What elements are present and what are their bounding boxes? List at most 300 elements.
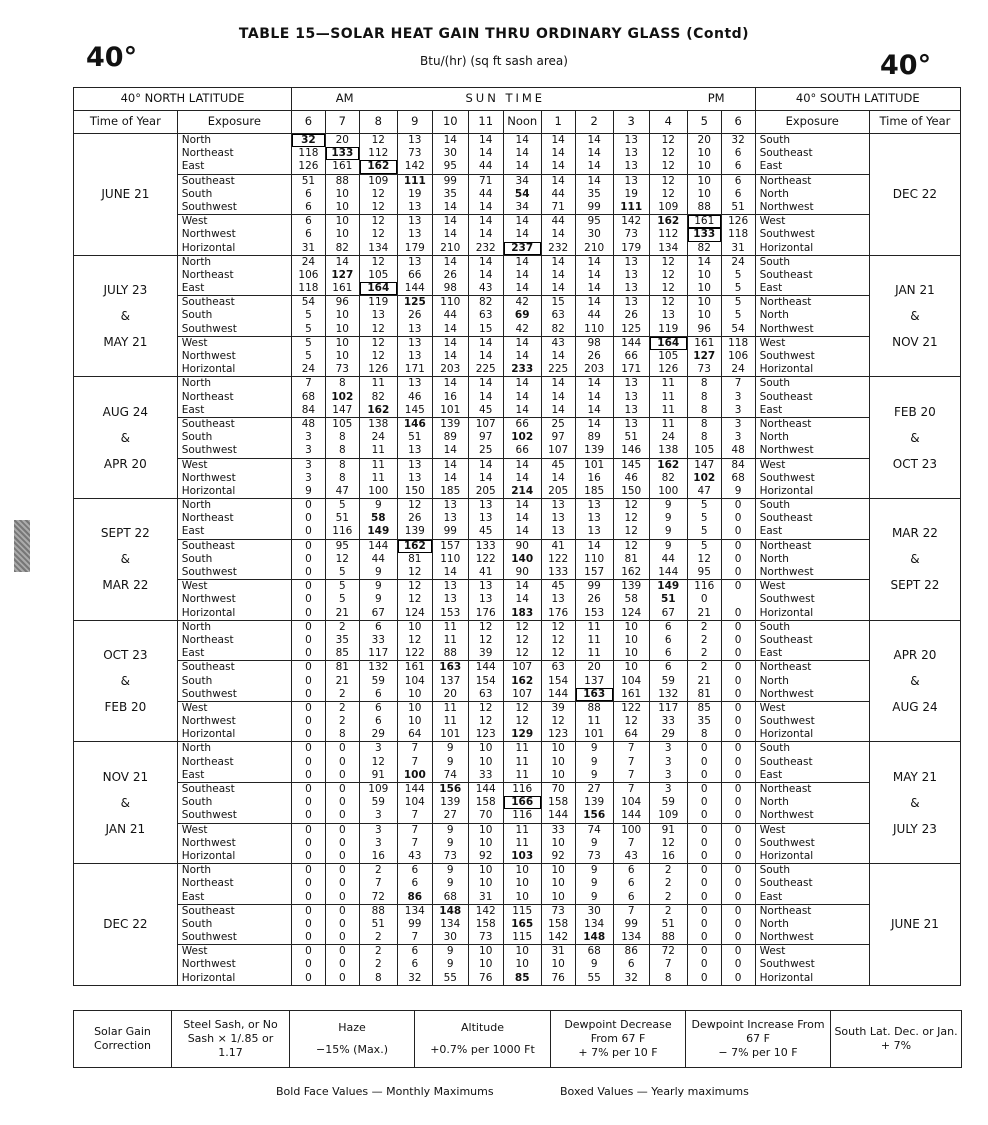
gain-value: 107 — [548, 444, 569, 457]
gain-value: 10 — [335, 350, 349, 362]
gain-value: 165 — [511, 917, 534, 930]
south-exposure-label: Northwest — [759, 687, 814, 700]
gain-value: 0 — [734, 971, 742, 984]
gain-value: 12 — [371, 134, 385, 146]
gain-value: 14 — [551, 160, 565, 173]
value-cell — [325, 661, 359, 702]
north-exposure-label: Northeast — [181, 877, 234, 890]
gain-value: 67 — [661, 606, 675, 619]
gain-value: 51 — [660, 593, 676, 606]
north-date: & — [120, 309, 131, 324]
gain-value: 96 — [335, 296, 349, 309]
gain-value: 0 — [305, 768, 312, 781]
north-exposure-group — [177, 620, 291, 661]
gain-value: 185 — [584, 484, 605, 497]
value-cell — [541, 701, 575, 742]
north-exposure-label: Northwest — [181, 715, 236, 728]
gain-value: 122 — [404, 647, 425, 660]
gain-value: 96 — [697, 322, 711, 335]
value-cell — [432, 296, 468, 337]
north-date: JAN 21 — [105, 821, 146, 836]
gain-value: 171 — [404, 363, 425, 376]
gain-value: 139 — [440, 796, 461, 809]
south-exposure-label: East — [759, 403, 783, 416]
gain-value: 8 — [338, 444, 346, 457]
gain-value: 11 — [587, 715, 601, 728]
north-exposure-label: Horizontal — [181, 363, 236, 376]
south-exposure-group — [755, 458, 869, 499]
gain-value: 6 — [411, 945, 419, 958]
gain-value: 104 — [404, 674, 425, 687]
value-cell — [613, 417, 649, 458]
value-cell — [292, 336, 326, 377]
north-exposure-label: Horizontal — [181, 606, 236, 619]
gain-value: 116 — [332, 525, 353, 538]
gain-value: 10 — [551, 877, 565, 890]
gain-value: 0 — [734, 539, 742, 552]
gain-value: 24 — [301, 255, 316, 268]
gain-value: 32 — [731, 134, 745, 146]
value-cell — [359, 661, 397, 702]
value-cell — [687, 417, 721, 458]
gain-value: 13 — [551, 512, 565, 525]
gain-value: 0 — [700, 742, 708, 755]
gain-value: 185 — [440, 484, 461, 497]
south-exposure-group — [755, 336, 869, 377]
gain-value: 12 — [371, 255, 385, 268]
gain-value: 0 — [305, 687, 312, 700]
south-date: FEB 20 — [894, 404, 936, 419]
table-row — [74, 134, 961, 175]
gain-value: 9 — [446, 945, 454, 958]
gain-value: 16 — [443, 390, 457, 403]
gain-value: 55 — [587, 971, 601, 984]
gain-value: 13 — [587, 525, 601, 538]
value-cell — [649, 620, 687, 661]
north-date: JUNE 21 — [101, 187, 150, 202]
value-cell — [649, 945, 687, 986]
south-exposure-label: Northeast — [759, 296, 812, 309]
gain-value: 148 — [439, 904, 462, 917]
gain-value: 32 — [292, 134, 325, 147]
gain-value: 142 — [404, 160, 425, 173]
gain-value: 126 — [658, 363, 679, 376]
gain-value: 150 — [404, 484, 425, 497]
gain-value: 20 — [697, 134, 711, 146]
north-date: OCT 23 — [103, 648, 148, 663]
gain-value: 137 — [440, 674, 461, 687]
gain-value: 30 — [587, 228, 601, 241]
table-row — [74, 620, 961, 661]
value-cell — [613, 783, 649, 824]
south-exposure-label: Southeast — [759, 390, 813, 403]
value-cell — [359, 742, 397, 783]
gain-value: 107 — [512, 687, 533, 700]
dewpoint-increase-title: Dewpoint Increase From 67 F — [691, 1018, 825, 1045]
table-row — [74, 377, 961, 418]
gain-value: 35 — [443, 187, 457, 200]
latitude-label-left: 40° — [86, 42, 138, 73]
gain-value: 10 — [551, 755, 565, 768]
gain-value: 69 — [514, 309, 530, 322]
value-cell — [649, 255, 687, 296]
gain-value: 6 — [664, 647, 672, 660]
gain-value: 225 — [475, 363, 496, 376]
gain-value: 0 — [734, 512, 742, 525]
value-cell — [541, 742, 575, 783]
south-exposure-label: Northwest — [759, 444, 814, 457]
gain-value: 72 — [661, 945, 675, 958]
gain-value: 139 — [621, 580, 642, 593]
gain-value: 2 — [338, 715, 346, 728]
gain-value: 14 — [587, 255, 601, 268]
gain-value: 0 — [305, 877, 312, 890]
gain-value: 14 — [515, 471, 529, 484]
gain-value: 10 — [335, 215, 349, 228]
gain-value: 11 — [587, 633, 601, 646]
value-cell — [721, 499, 755, 540]
gain-value: 14 — [551, 174, 565, 187]
gain-value: 144 — [404, 783, 425, 795]
north-date: & — [120, 430, 131, 445]
gain-value: 97 — [479, 431, 493, 444]
gain-value: 14 — [443, 458, 457, 471]
north-date: APR 20 — [103, 456, 147, 471]
gain-value: 125 — [621, 322, 642, 335]
gain-value: 109 — [368, 783, 389, 795]
south-exposure-label: East — [759, 768, 783, 781]
gain-value: 44 — [551, 215, 565, 228]
gain-value: 11 — [587, 620, 601, 633]
north-exposure-group — [177, 215, 291, 256]
altitude-correction — [415, 1011, 551, 1068]
gain-value: 13 — [624, 268, 638, 281]
gain-value: 16 — [371, 849, 385, 862]
gain-value: 105 — [368, 268, 389, 281]
gain-value: 0 — [734, 904, 742, 917]
am-heading: AM — [292, 88, 398, 111]
gain-value: 0 — [700, 768, 708, 781]
hour-heading: 10 — [432, 111, 468, 134]
gain-value: 99 — [408, 917, 422, 930]
north-exposure-label: Horizontal — [181, 241, 236, 254]
gain-value: 0 — [734, 661, 742, 674]
value-cell — [397, 904, 432, 945]
gain-value: 0 — [734, 945, 742, 958]
gain-value: 82 — [661, 471, 675, 484]
gain-value: 10 — [624, 647, 638, 660]
gain-value: 0 — [734, 958, 742, 971]
gain-value: 42 — [515, 322, 529, 335]
north-exposure-group — [177, 783, 291, 824]
gain-value: 2 — [664, 864, 672, 877]
dewpoint-increase-value: − 7% per 10 F — [718, 1046, 798, 1059]
correction-table — [73, 1010, 962, 1068]
gain-value: 139 — [440, 417, 461, 430]
south-date: MAY 21 — [892, 769, 937, 784]
gain-value: 30 — [587, 904, 601, 917]
north-exposure-label: North — [181, 742, 212, 755]
gain-value: 29 — [661, 728, 675, 741]
gain-value: 3 — [305, 431, 312, 444]
value-cell — [541, 377, 575, 418]
value-cell — [432, 661, 468, 702]
gain-value: 11 — [515, 823, 529, 836]
gain-value: 5 — [734, 309, 742, 322]
gain-value: 0 — [734, 647, 742, 660]
value-cell — [468, 783, 503, 824]
value-cell — [503, 620, 541, 661]
south-exposure-group — [755, 377, 869, 418]
value-cell — [687, 823, 721, 864]
gain-value: 12 — [335, 552, 349, 565]
gain-value: 8 — [338, 377, 346, 390]
south-exposure-group — [755, 864, 869, 905]
value-cell — [541, 215, 575, 256]
gain-value: 158 — [475, 796, 496, 809]
gain-value: 110 — [440, 552, 461, 565]
gain-value: 101 — [440, 403, 461, 416]
value-cell — [468, 458, 503, 499]
gain-value: 13 — [443, 593, 457, 606]
value-cell — [721, 539, 755, 580]
south-time-of-year — [869, 134, 960, 256]
north-time-of-year — [74, 742, 178, 864]
gain-value: 105 — [332, 417, 353, 430]
gain-value: 102 — [693, 471, 716, 484]
value-cell — [397, 377, 432, 418]
south-date: & — [910, 674, 920, 689]
gain-value: 10 — [335, 200, 349, 213]
south-date: NOV 21 — [892, 335, 938, 350]
gain-value: 48 — [731, 444, 745, 457]
gain-value: 142 — [548, 931, 569, 944]
gain-value: 51 — [301, 174, 316, 187]
value-cell — [721, 215, 755, 256]
gain-value: 95 — [443, 160, 457, 173]
gain-value: 2 — [700, 661, 708, 674]
gain-value: 12 — [371, 755, 385, 768]
north-exposure-label: Southwest — [181, 444, 237, 457]
value-cell — [613, 134, 649, 175]
value-cell — [503, 499, 541, 540]
gain-value: 139 — [584, 444, 605, 457]
value-cell — [503, 255, 541, 296]
south-exposure-label: East — [759, 282, 783, 295]
gain-value: 0 — [305, 499, 312, 512]
gain-value: 210 — [584, 241, 605, 254]
north-exposure-group — [177, 134, 291, 175]
gain-value: 85 — [697, 701, 711, 714]
value-cell — [575, 499, 613, 540]
gain-value: 14 — [551, 255, 565, 268]
gain-value: 118 — [728, 336, 749, 349]
value-cell — [541, 945, 575, 986]
gain-value: 13 — [408, 336, 422, 349]
gain-value: 6 — [411, 864, 419, 877]
gain-value: 99 — [587, 580, 601, 593]
value-cell — [432, 499, 468, 540]
gain-value: 9 — [374, 566, 382, 578]
value-cell — [468, 904, 503, 945]
value-cell — [575, 701, 613, 742]
value-cell — [503, 215, 541, 256]
south-exposure-label: Northwest — [759, 322, 814, 335]
gain-value: 0 — [305, 539, 312, 552]
gain-value: 0 — [700, 823, 708, 836]
north-exposure-label: South — [181, 552, 213, 565]
value-cell — [503, 377, 541, 418]
gain-value: 7 — [627, 836, 635, 849]
gain-value: 6 — [305, 215, 312, 228]
gain-value: 14 — [587, 160, 601, 173]
gain-value: 138 — [658, 444, 679, 457]
gain-value: 31 — [731, 241, 745, 254]
gain-value: 164 — [650, 337, 687, 350]
value-cell — [687, 580, 721, 621]
gain-value: 161 — [694, 336, 715, 349]
gain-value: 133 — [475, 539, 496, 552]
gain-value: 9 — [374, 499, 382, 512]
gain-value: 0 — [734, 728, 742, 741]
gain-value: 8 — [338, 458, 346, 471]
gain-value: 33 — [661, 715, 675, 728]
gain-value: 21 — [335, 674, 349, 687]
gain-value: 12 — [624, 539, 638, 552]
gain-value: 92 — [479, 849, 493, 862]
south-exposure-label: East — [759, 647, 783, 660]
gain-value: 0 — [734, 552, 742, 565]
gain-value: 67 — [371, 606, 385, 619]
steel-sash-correction: Steel Sash, or No Sash × 1/.85 or 1.17 — [172, 1011, 290, 1068]
gain-value: 171 — [621, 363, 642, 376]
gain-value: 32 — [624, 971, 638, 984]
gain-value: 14 — [551, 403, 565, 416]
value-cell — [325, 620, 359, 661]
hour-heading: 5 — [687, 111, 721, 134]
table-row — [74, 945, 961, 986]
gain-value: 13 — [443, 512, 457, 525]
gain-value: 14 — [479, 471, 493, 484]
gain-value: 0 — [700, 796, 708, 809]
north-exposure-label: North — [181, 499, 212, 512]
gain-value: 0 — [305, 606, 312, 619]
south-exposure-label: East — [759, 525, 783, 538]
gain-value: 153 — [584, 606, 605, 619]
gain-value: 44 — [479, 187, 493, 200]
gain-value: 14 — [551, 471, 565, 484]
gain-value: 9 — [590, 877, 598, 890]
south-exposure-label: Southwest — [759, 228, 815, 241]
gain-value: 14 — [515, 580, 529, 593]
north-exposure-label: West — [181, 701, 208, 714]
gain-value: 0 — [338, 958, 346, 971]
value-cell — [575, 174, 613, 215]
gain-value: 0 — [305, 552, 312, 565]
gain-value: 9 — [590, 958, 598, 971]
value-cell — [325, 904, 359, 945]
value-cell — [432, 539, 468, 580]
south-exposure-label: North — [759, 309, 789, 322]
gain-value: 176 — [548, 606, 569, 619]
north-exposure-label: Northeast — [181, 268, 234, 281]
value-cell — [292, 215, 326, 256]
gain-value: 2 — [700, 633, 708, 646]
north-exposure-label: Southwest — [181, 566, 237, 578]
gain-value: 142 — [475, 904, 496, 917]
value-cell — [613, 255, 649, 296]
dewpoint-decrease-correction — [551, 1011, 686, 1068]
value-cell — [541, 620, 575, 661]
value-cell — [292, 823, 326, 864]
gain-value: 15 — [479, 322, 493, 335]
table-row — [74, 783, 961, 824]
value-cell — [541, 458, 575, 499]
gain-value: 0 — [734, 796, 742, 809]
south-exposure-group — [755, 215, 869, 256]
gain-value: 179 — [404, 241, 425, 254]
gain-value: 5 — [305, 309, 312, 322]
gain-value: 14 — [479, 390, 493, 403]
gain-value: 0 — [305, 931, 312, 944]
gain-value: 7 — [627, 742, 635, 755]
south-exposure-label: Northeast — [759, 174, 812, 187]
gain-value: 163 — [439, 661, 462, 674]
north-time-of-year — [74, 499, 178, 621]
gain-value: 14 — [587, 417, 601, 430]
gain-value: 25 — [551, 417, 565, 430]
gain-value: 205 — [475, 484, 496, 497]
gain-value: 13 — [408, 215, 422, 228]
table-row — [74, 864, 961, 905]
gain-value: 13 — [551, 593, 565, 606]
gain-value: 13 — [408, 444, 422, 457]
value-cell — [613, 458, 649, 499]
gain-value: 3 — [374, 742, 382, 755]
value-cell — [325, 823, 359, 864]
south-exposure-label: North — [759, 552, 789, 565]
north-exposure-label: South — [181, 187, 213, 200]
gain-value: 2 — [338, 701, 346, 714]
gain-value: 14 — [443, 336, 457, 349]
gain-value: 12 — [661, 187, 675, 200]
value-cell — [613, 904, 649, 945]
gain-value: 115 — [512, 931, 533, 944]
gain-value: 203 — [440, 363, 461, 376]
gain-value: 14 — [515, 458, 529, 471]
gain-value: 0 — [734, 580, 742, 593]
south-exposure-label: Horizontal — [759, 241, 814, 254]
value-cell — [575, 377, 613, 418]
value-cell — [359, 417, 397, 458]
north-date: JULY 23 — [103, 283, 148, 298]
gain-value: 3 — [374, 823, 382, 836]
value-cell — [397, 620, 432, 661]
gain-value: 0 — [734, 877, 742, 890]
gain-value: 5 — [305, 336, 312, 349]
gain-value: 0 — [305, 958, 312, 971]
table-row — [74, 499, 961, 540]
gain-value: 133 — [688, 228, 721, 241]
south-exposure-group — [755, 255, 869, 296]
south-exposure-label: North — [759, 674, 789, 687]
north-exposure-label: Northwest — [181, 228, 236, 241]
gain-value: 12 — [408, 580, 422, 593]
gain-value: 0 — [338, 836, 346, 849]
gain-value: 63 — [479, 309, 493, 322]
gain-value: 5 — [338, 566, 346, 578]
gain-value: 0 — [305, 512, 312, 525]
